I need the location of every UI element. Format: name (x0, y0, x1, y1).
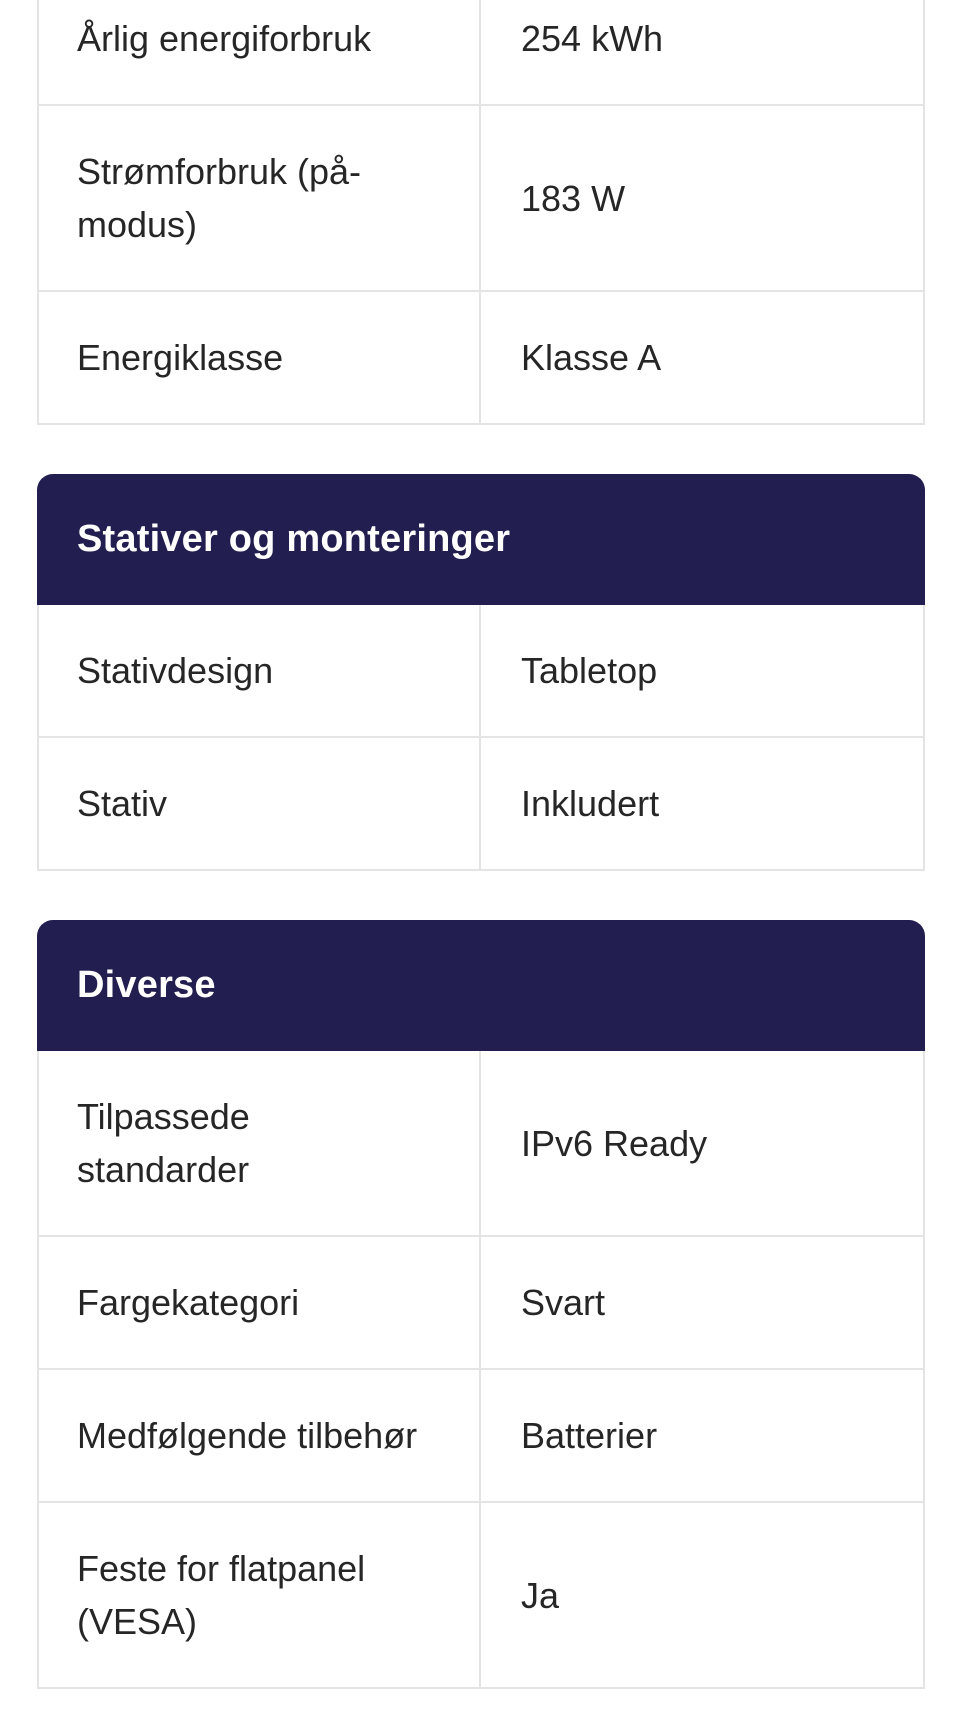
spec-section-header (37, 920, 925, 1051)
spec-label-cell (37, 0, 481, 104)
spec-section-header (37, 474, 925, 605)
spec-table-section (37, 0, 925, 425)
spec-value-cell (481, 0, 925, 104)
spec-value-cell (481, 106, 925, 290)
spec-section-title: Stativer og monteringer (77, 518, 511, 560)
spec-label: Stativdesign (77, 650, 274, 691)
spec-section-title: Diverse (77, 964, 216, 1006)
spec-label: Tilpassede standarder (77, 1096, 250, 1190)
spec-value-cell (481, 1503, 925, 1687)
table-row (37, 605, 925, 738)
spec-label: Energiklasse (77, 337, 284, 378)
spec-label-cell (37, 1370, 481, 1501)
spec-value: IPv6 Ready (521, 1122, 708, 1164)
spec-value: Klasse A (521, 337, 662, 378)
spec-value: Batterier (521, 1415, 658, 1456)
spec-label: Feste for flatpanel (VESA) (77, 1548, 366, 1642)
spec-label: Strømforbruk (på-modus) (77, 151, 362, 245)
spec-value-cell (481, 1237, 925, 1368)
spec-label-cell (37, 1051, 481, 1235)
product-specifications (37, 0, 925, 1689)
spec-value: Svart (521, 1282, 606, 1323)
table-row (37, 1503, 925, 1689)
spec-label-cell (37, 1503, 481, 1687)
spec-label-cell (37, 738, 481, 869)
spec-value: 254 kWh (521, 18, 664, 59)
spec-value-cell (481, 605, 925, 736)
spec-value-cell (481, 1370, 925, 1501)
spec-value-cell (481, 738, 925, 869)
spec-value: 183 W (521, 177, 626, 219)
spec-value-cell (481, 292, 925, 423)
spec-value: Inkludert (521, 783, 660, 824)
spec-value-cell (481, 1051, 925, 1235)
spec-label-cell (37, 292, 481, 423)
spec-label-cell (37, 1237, 481, 1368)
spec-label: Stativ (77, 783, 168, 824)
table-row (37, 1237, 925, 1370)
spec-value: Ja (521, 1574, 560, 1616)
spec-label: Fargekategori (77, 1282, 300, 1323)
spec-label-cell (37, 106, 481, 290)
spec-value: Tabletop (521, 650, 658, 691)
spec-table-section (37, 474, 925, 871)
spec-table-section (37, 920, 925, 1689)
spec-label-cell (37, 605, 481, 736)
table-row (37, 1370, 925, 1503)
table-row (37, 106, 925, 292)
table-row (37, 1051, 925, 1237)
table-row (37, 738, 925, 871)
spec-label: Medfølgende tilbehør (77, 1415, 418, 1456)
table-row (37, 0, 925, 106)
spec-label: Årlig energiforbruk (77, 18, 372, 59)
table-row (37, 292, 925, 425)
